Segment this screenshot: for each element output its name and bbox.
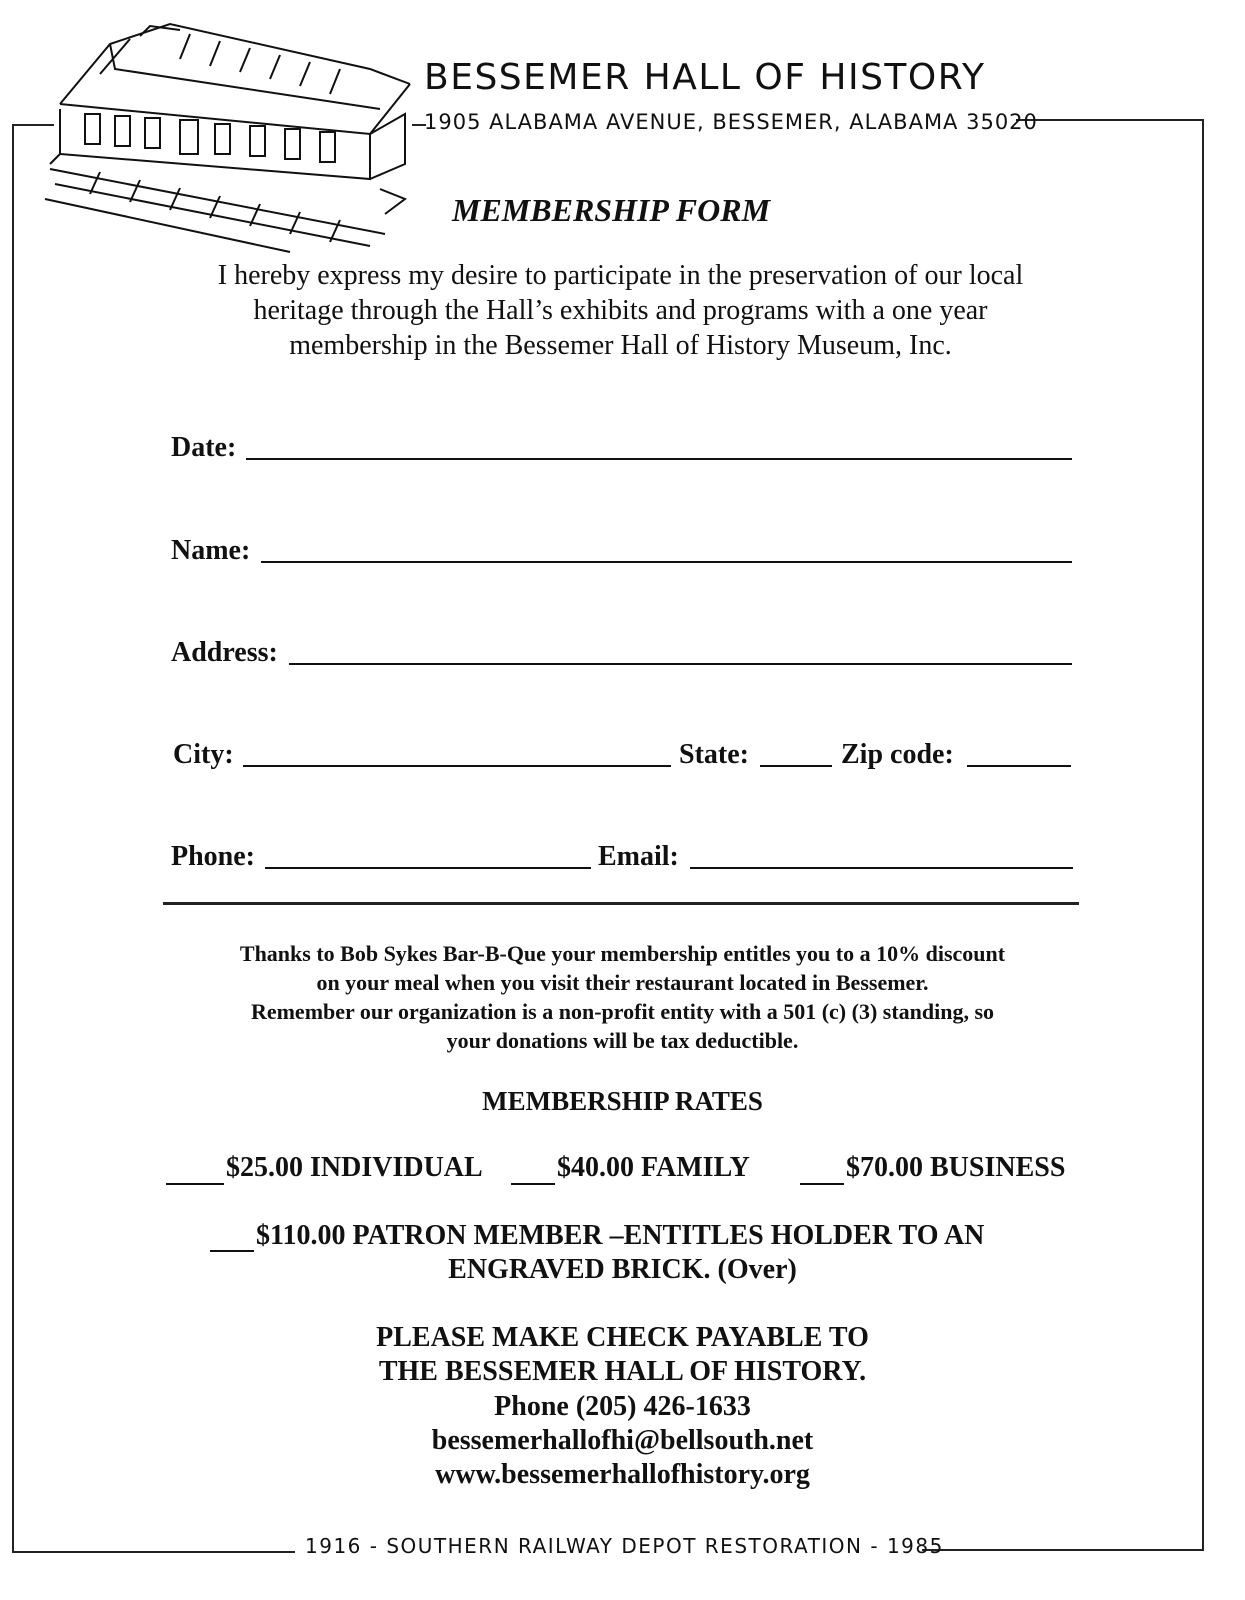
individual-checkbox[interactable] [166, 1183, 224, 1185]
notice-line-1: Thanks to Bob Sykes Bar-B-Que your membership entitles you to a 10% discount [239, 941, 1006, 966]
city-label: City: [173, 739, 234, 770]
notice-line-4: your donations will be tax deductible. [446, 1028, 799, 1053]
rates-heading: MEMBERSHIP RATES [482, 1086, 763, 1116]
date-field[interactable] [246, 458, 1072, 460]
city-field[interactable] [243, 765, 671, 767]
frame-top-right [1016, 119, 1204, 121]
family-checkbox[interactable] [511, 1183, 555, 1185]
patron-rate-line-2: ENGRAVED BRICK. (Over) [448, 1254, 797, 1285]
name-label: Name: [171, 535, 251, 566]
zip-label: Zip code: [841, 739, 954, 770]
email-field[interactable] [690, 867, 1073, 869]
state-field[interactable] [760, 765, 832, 767]
intro-line-3: membership in the Bessemer Hall of History Museum, Inc. [289, 330, 952, 361]
name-field[interactable] [261, 561, 1072, 563]
notice-line-2: on your meal when you visit their restaurant located in Bessemer. [316, 970, 929, 995]
address-label: Address: [171, 637, 278, 668]
contact-phone: Phone (205) 426-1633 [494, 1391, 751, 1422]
section-divider [163, 902, 1079, 905]
patron-checkbox[interactable] [210, 1250, 254, 1252]
depot-illustration [40, 14, 415, 254]
phone-field[interactable] [265, 867, 591, 869]
intro-line-2: heritage through the Hall’s exhibits and programs with a one year [253, 295, 988, 326]
contact-email: bessemerhallofhi@bellsouth.net [431, 1425, 814, 1456]
individual-rate: $25.00 INDIVIDUAL [226, 1152, 483, 1183]
zip-field[interactable] [967, 765, 1071, 767]
email-label: Email: [598, 841, 679, 872]
contact-line-1: PLEASE MAKE CHECK PAYABLE TO [376, 1322, 869, 1353]
notice-line-3: Remember our organization is a non-profit entity with a 501 (c) (3) standing, so [250, 999, 995, 1024]
org-address: 1905 ALABAMA AVENUE, BESSEMER, ALABAMA 35020 [424, 110, 1038, 134]
frame-bottom-left [12, 1551, 295, 1553]
state-label: State: [679, 739, 749, 770]
phone-label: Phone: [171, 841, 255, 872]
date-label: Date: [171, 432, 237, 463]
contact-website: www.bessemerhallofhistory.org [435, 1459, 810, 1490]
intro-line-1: I hereby express my desire to participate in the preservation of our local [217, 260, 1024, 291]
business-checkbox[interactable] [800, 1183, 844, 1185]
contact-line-2: THE BESSEMER HALL OF HISTORY. [378, 1356, 867, 1387]
org-name: BESSEMER HALL OF HISTORY [424, 57, 986, 98]
patron-rate-line-1: $110.00 PATRON MEMBER –ENTITLES HOLDER TO AN [256, 1220, 985, 1251]
form-title: MEMBERSHIP FORM [452, 192, 771, 228]
footer-text: 1916 - SOUTHERN RAILWAY DEPOT RESTORATION - 1985 [305, 1534, 944, 1558]
family-rate: $40.00 FAMILY [557, 1152, 750, 1183]
business-rate: $70.00 BUSINESS [846, 1152, 1066, 1183]
address-field[interactable] [289, 663, 1072, 665]
frame-bottom-right [922, 1549, 1204, 1551]
